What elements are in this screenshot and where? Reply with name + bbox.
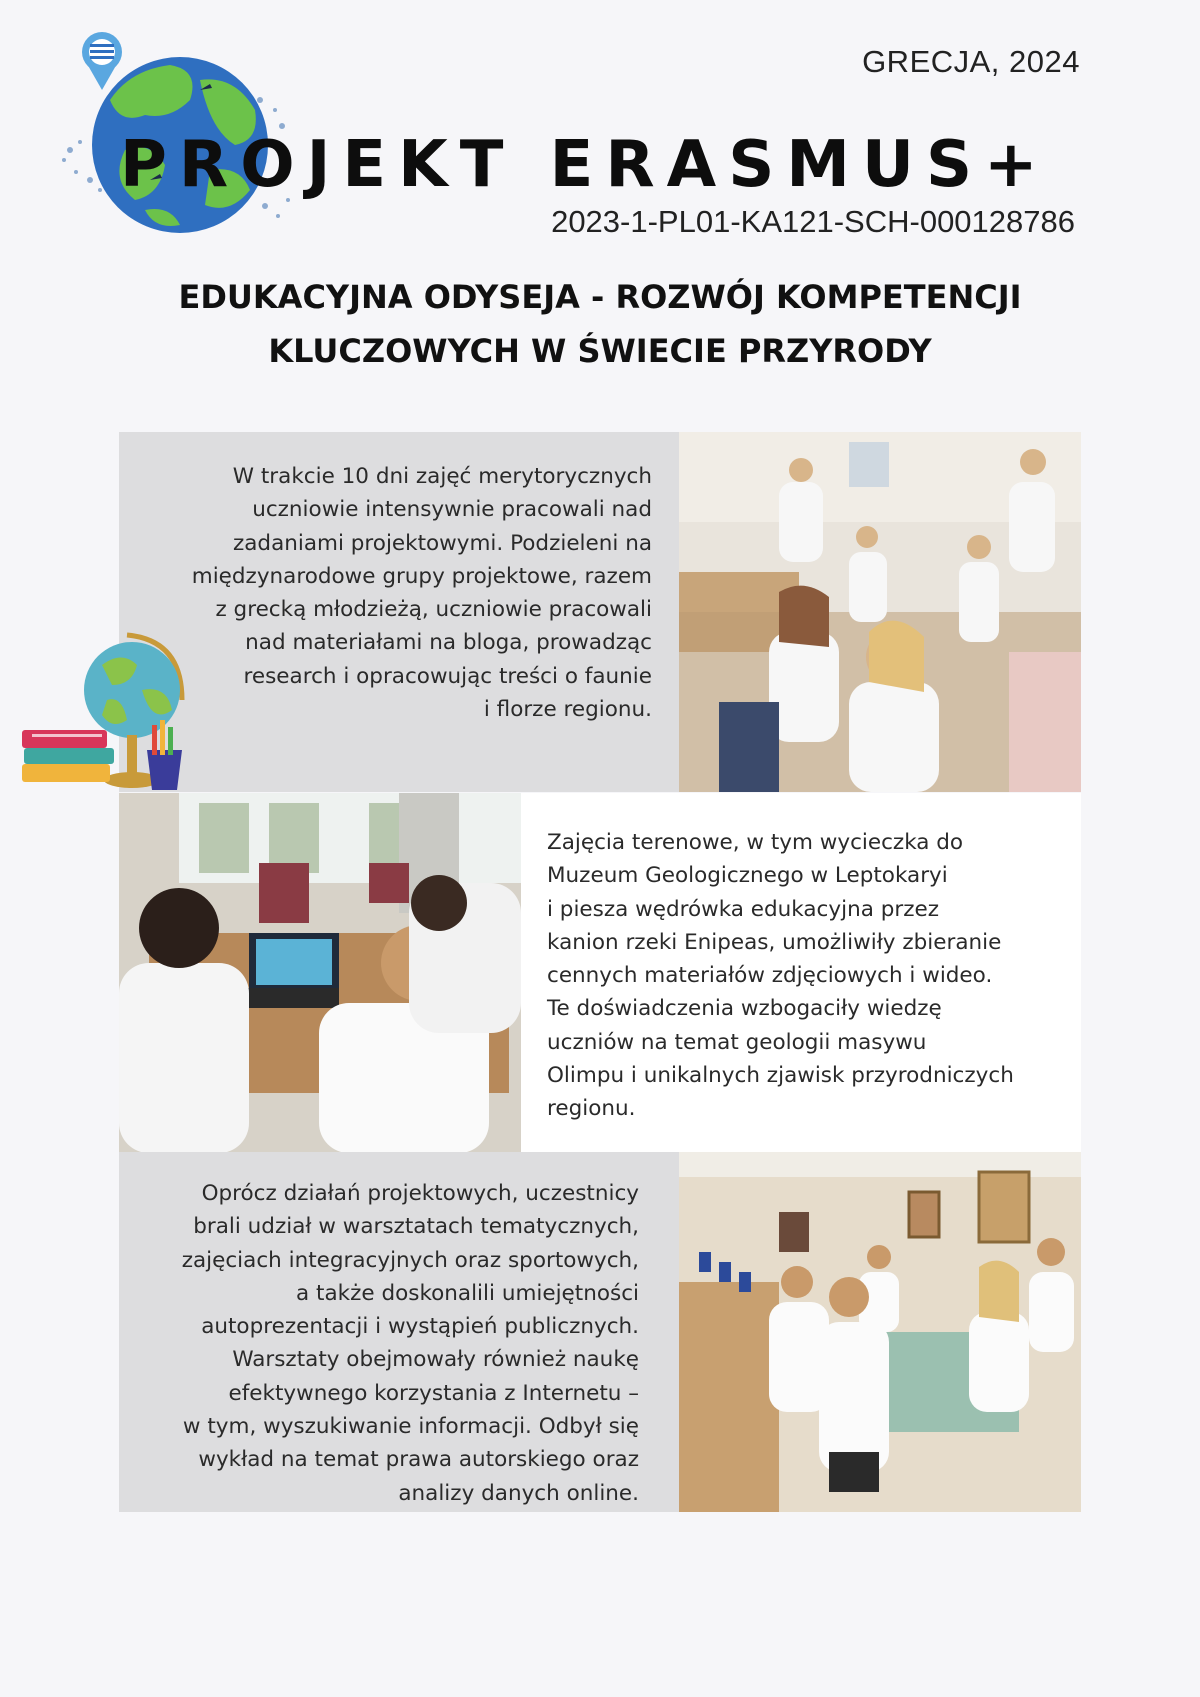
text-line: nad materiałami na bloga, prowadząc — [245, 630, 652, 656]
text-line: Muzeum Geologicznego w Leptokaryi — [547, 863, 948, 889]
text-line: research i opracowując treści o faunie — [243, 663, 652, 689]
subtitle-line-2: KLUCZOWYCH W ŚWIECIE PRZYRODY — [268, 332, 932, 370]
section-1-text — [119, 432, 679, 792]
text-line: kanion rzeki Enipeas, umożliwiły zbieranie — [547, 929, 1002, 955]
text-line: uczniowie intensywnie pracowali nad — [252, 497, 652, 523]
text-line: a także doskonalili umiejętności — [296, 1280, 639, 1306]
text-line: cennych materiałów zdjęciowych i wideo. — [547, 963, 993, 989]
photo-group-hall — [679, 1152, 1081, 1512]
text-line: uczniów na temat geologii masywu — [547, 1029, 927, 1055]
text-line: W trakcie 10 dni zajęć merytorycznych — [232, 464, 652, 489]
text-line: autoprezentacji i wystąpień publicznych. — [201, 1314, 639, 1340]
section-2 — [119, 793, 1081, 1153]
subtitle-line-1: EDUKACYJNA ODYSEJA - ROZWÓJ KOMPETENCJI — [178, 278, 1022, 316]
section-2-text — [521, 793, 1081, 1153]
text-line: wykład na temat prawa autorskiego oraz — [198, 1447, 639, 1473]
text-line: Oprócz działań projektowych, uczestnicy — [201, 1181, 639, 1206]
text-line: Te doświadczenia wzbogaciły wiedzę — [547, 996, 942, 1022]
text-line: analizy danych online. — [398, 1480, 639, 1506]
project-title: PROJEKT ERASMUS+ — [120, 128, 1050, 202]
text-line: i florze regionu. — [483, 697, 652, 723]
text-line: Zajęcia terenowe, w tym wycieczka do — [547, 830, 964, 855]
text-line: w tym, wyszukiwanie informacji. Odbył się — [182, 1414, 639, 1440]
text-line: i piesza wędrówka edukacyjna przez — [547, 896, 939, 922]
section-3-text — [119, 1152, 679, 1512]
project-code: 2023-1-PL01-KA121-SCH-000128786 — [551, 204, 1075, 239]
text-line: zadaniami projektowymi. Podzieleni na — [232, 530, 652, 556]
text-line: międzynarodowe grupy projektowe, razem — [191, 563, 652, 589]
text-line: zajęciach integracyjnych oraz sportowych, — [181, 1247, 639, 1273]
header-date: GRECJA, 2024 — [862, 44, 1080, 79]
text-line: Olimpu i unikalnych zjawisk przyrodniczych — [547, 1063, 1014, 1089]
text-line: efektywnego korzystania z Internetu – — [228, 1380, 639, 1406]
page-subtitle — [100, 270, 1100, 378]
text-line: regionu. — [547, 1096, 636, 1122]
text-line: Warsztaty obejmowały również naukę — [232, 1347, 639, 1373]
photo-laptop-work — [119, 793, 521, 1153]
section-3 — [119, 1152, 1081, 1512]
globe-books-illustration — [22, 630, 197, 800]
photo-students-seated — [679, 432, 1081, 792]
text-line: z grecką młodzieżą, uczniowie pracowali — [215, 597, 652, 623]
section-1 — [119, 432, 1081, 792]
text-line: brali udział w warsztatach tematycznych, — [193, 1214, 639, 1240]
